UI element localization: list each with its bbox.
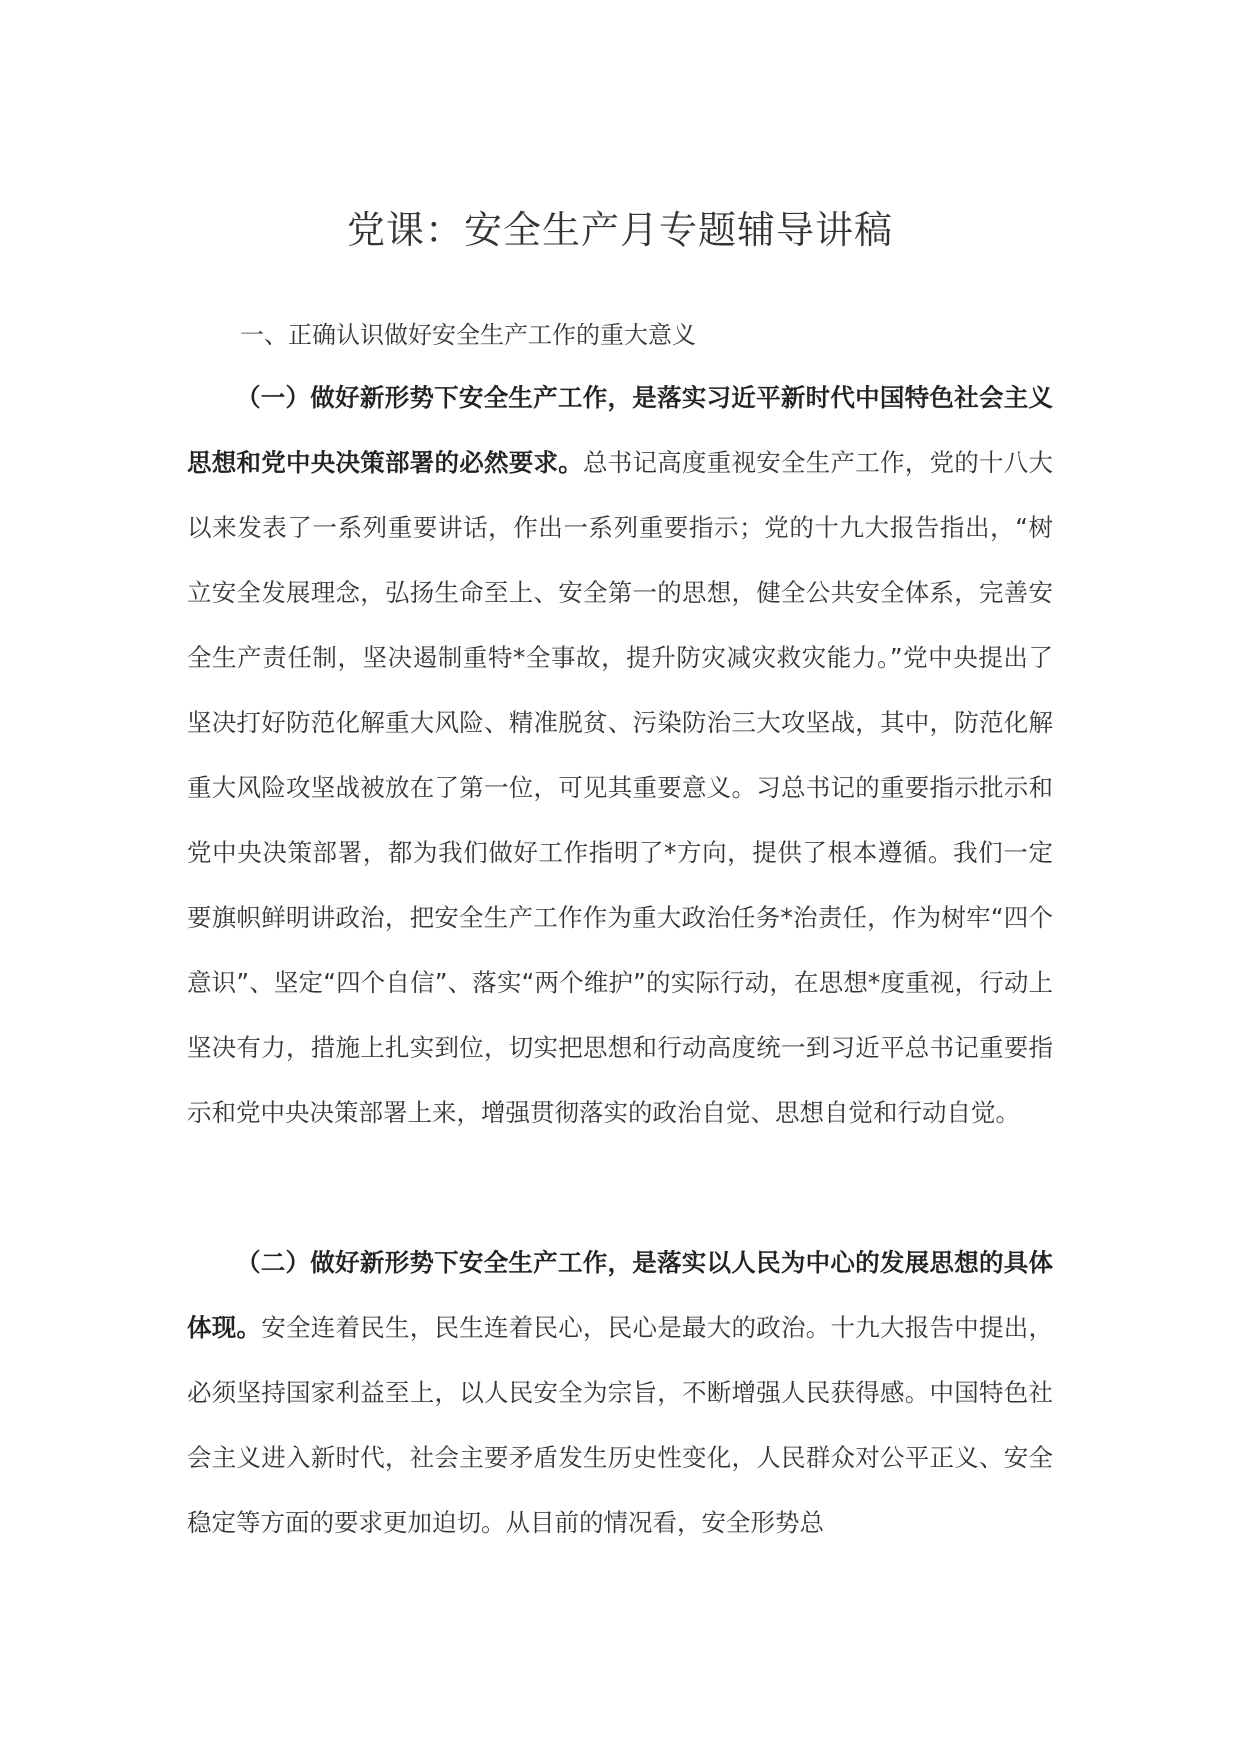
section-heading: 一、正确认识做好安全生产工作的重大意义 bbox=[240, 321, 696, 349]
paragraph-1-lead: （一）做好新形势下安全生产工作，是落实习近平新时代中国特色社会主义思想和党中央决策部署的必然要求。 bbox=[187, 383, 1053, 477]
paragraph-1 bbox=[187, 365, 1053, 1145]
paragraph-2 bbox=[187, 1230, 1053, 1555]
paragraph-2-body: 安全连着民生，民生连着民心，民心是最大的政治。十九大报告中提出，必须坚持国家利益至上，以人民安全为宗旨，不断增强人民获得感。中国特色社会主义进入新时代，社会主要矛盾发生历史性变化，人民群众对公平正义、安全稳定等方面的要求更加迫切。从目前的情况看，安全形势总 bbox=[187, 1313, 1053, 1537]
paragraph-1-body: 总书记高度重视安全生产工作，党的十八大以来发表了一系列重要讲话，作出一系列重要指示；党的十九大报告指出，“树立安全发展理念，弘扬生命至上、安全第一的思想，健全公共安全体系，完善安全生产责任制，坚决遏制重特*全事故，提升防灾减灾救灾能力。”党中央提出了坚决打好防范化解重大风险、精准脱贫、污染防治三大攻坚战，其中，防范化解重大风险攻坚战被放在了第一位，可见其重要意义。习总书记的重要指示批示和党中央决策部署，都为我们做好工作指明了*方向，提供了根本遵循。我们一定要旗帜鲜明讲政治，把安全生产工作作为重大政治任务*治责任，作为树牢“四个意识”、坚定“四个自信”、落实“两个维护”的实际行动，在思想*度重视，行动上坚决有力，措施上扎实到位，切实把思想和行动高度统一到习近平总书记重要指示和党中央决策部署上来，增强贯彻落实的政治自觉、思想自觉和行动自觉。 bbox=[187, 448, 1053, 1127]
document-title: 党课：安全生产月专题辅导讲稿 bbox=[346, 208, 893, 252]
paragraph-2-lead: （二）做好新形势下安全生产工作，是落实以人民为中心的发展思想的具体体现。 bbox=[187, 1248, 1053, 1342]
